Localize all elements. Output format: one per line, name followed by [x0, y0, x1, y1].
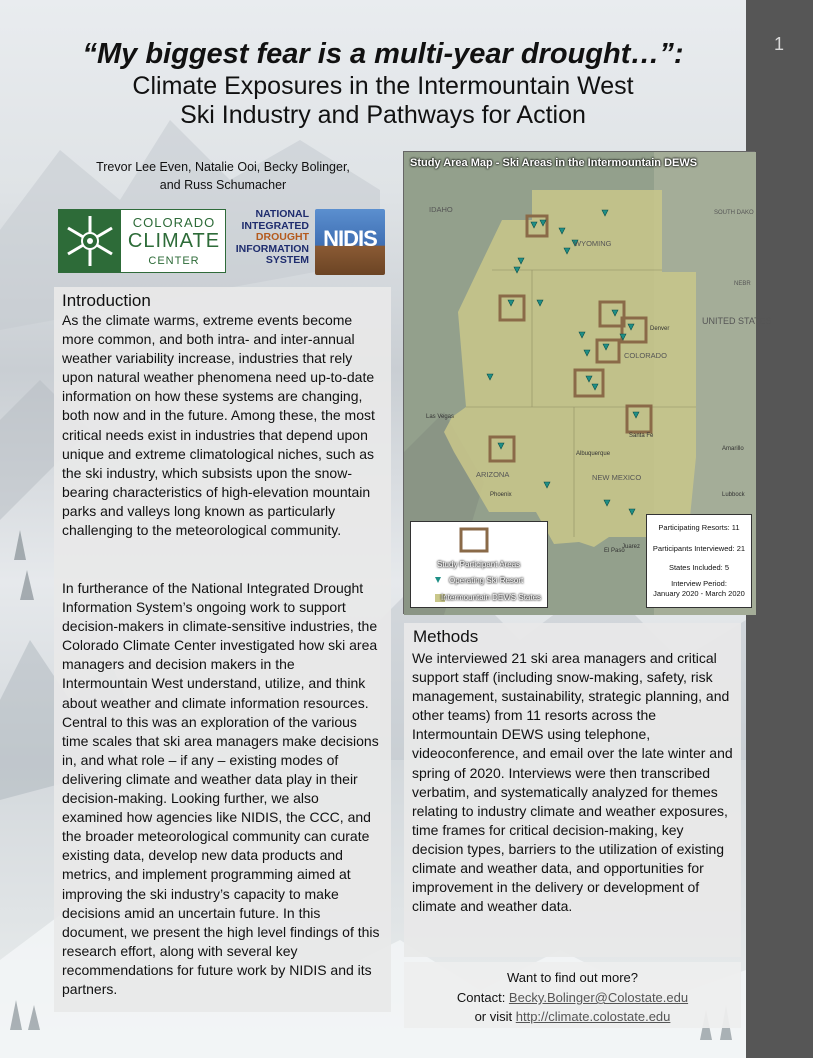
ndis-logo-line4: INFORMATION [235, 242, 309, 255]
website-link[interactable]: http://climate.colostate.edu [515, 1009, 671, 1024]
authors [88, 158, 358, 194]
map-title: Study Area Map - Ski Areas in the Intermountain DEWS [410, 157, 698, 169]
ndis-logo-line5: SYSTEM [265, 254, 309, 266]
map-label-united-states: UNITED STATES [702, 316, 772, 326]
contact-label: Contact: [456, 990, 509, 1005]
title-line3: Ski Industry and Pathways for Action [180, 101, 586, 129]
stats-interviewed: Participants Interviewed: 21 [652, 544, 746, 553]
map-label-juarez: Juarez [622, 544, 641, 550]
ndis-logo-line3: DROUGHT [255, 231, 309, 243]
introduction-heading: Introduction [62, 291, 151, 310]
map-stats-box [646, 514, 752, 608]
introduction-paragraph-2: In furtherance of the National Integrated Drought Information System’s ongoing work to support decision-makers in climate-sensitive industries, the Colorado Climate Center investigated how ski area managers and decision makers in the Intermountain West understand, utilize, and think about weather and climate information resources. Central to this was an exploration of the various time scales that ski area managers make decisions in, and what role – if any – existing modes of delivering climate and weather data play in their decision-making. Looking further, we also examined how agencies like NIDIS, the CCC, and the broader meteorological community can curate existing data, develop new data products and metrics, and implement programming aimed at improving the ski industry’s capacity to make decisions amid an uncertain future. In this document, we present the high level findings of this research effort, along with several key recommendations for future work by NIDIS and its partners. [62, 580, 380, 997]
visit-line [404, 1007, 741, 1027]
map-label-wyoming: WYOMING [574, 239, 612, 248]
authors-line1: Trevor Lee Even, Natalie Ooi, Becky Bolinger, [96, 160, 350, 174]
map-label-el-paso: El Paso [604, 548, 625, 554]
viewer-gutter [746, 0, 813, 1058]
legend-operating-label: Operating Ski Resort [449, 576, 524, 585]
map-label-lubbock: Lubbock [722, 492, 745, 498]
nidis-logo-text: NIDIS [323, 226, 377, 251]
map-label-phoenix: Phoenix [490, 492, 512, 498]
ndis-logo-line2: INTEGRATED [241, 219, 309, 232]
introduction-paragraph-1: As the climate warms, extreme events become more common, and both intra- and inter-annual weather variability increase, industries that rely upon natural weather phenomena need up-to-date information on how these systems are changing, both now and in the future. Among these, the most critical needs exist in industries that depend upon unique and extreme climatological niches, such as the ski industry, which subsists upon the snow-bearing characteristics of high-elevation mountain parks and valleys long known as particularly challenging to the meteorological community. [62, 312, 375, 539]
title-line2: Climate Exposures in the Intermountain West [132, 72, 634, 100]
map-label-arizona: ARIZONA [476, 470, 510, 479]
stats-period-value: January 2020 - March 2020 [653, 589, 745, 598]
map-label-new-mexico: NEW MEXICO [592, 473, 642, 482]
ccc-logo-line3: CENTER [148, 255, 200, 267]
contact-intro: Want to find out more? [506, 970, 639, 985]
stats-period-label: Interview Period: [671, 579, 727, 588]
ccc-logo-line2: CLIMATE [127, 230, 221, 252]
legend-study-area-swatch [461, 529, 487, 551]
map-label-nebraska: NEBR [734, 281, 751, 287]
legend-resort-icon [435, 577, 441, 583]
study-area-map [403, 151, 772, 614]
contact-line [404, 988, 741, 1008]
stats-resorts: Participating Resorts: 11 [658, 523, 740, 532]
title-subtitle [10, 72, 756, 130]
map-label-south-dakota: SOUTH DAKO [714, 210, 754, 216]
methods-paragraph: We interviewed 21 ski area managers and critical support staff (including snow-making, safety, risk management, sustainability, strategic planning, and other teams) from 11 resorts across the Intermountain DEWS using telephone, videoconference, and email over the late winter and spring of 2020. Interviews were then transcribed verbatim, and systematically analyzed for themes relating to industry climate and weather exposures, time frames for critical decision-making, key decision types, barriers to the utilization of existing climate and weather data, and opportunities for improvement in the delivery or development of climate and weather data. [412, 650, 733, 915]
contact-email-link[interactable]: Becky.Bolinger@Colostate.edu [508, 990, 689, 1005]
contact-panel [404, 962, 741, 1028]
page-number: 1 [774, 34, 785, 54]
visit-label: or visit [474, 1009, 516, 1024]
methods-panel [404, 623, 741, 957]
snowflake-icon [59, 210, 121, 272]
stats-states: States Included: 5 [668, 563, 730, 572]
map-label-colorado: COLORADO [624, 351, 667, 360]
authors-line2: and Russ Schumacher [159, 178, 287, 192]
ccc-logo-line1: COLORADO [132, 215, 216, 230]
map-label-las-vegas: Las Vegas [426, 414, 455, 420]
methods-heading: Methods [413, 627, 479, 646]
map-label-santa-fe: Santa Fe [629, 433, 654, 439]
legend-states-label: Intermountain DEWS States [441, 593, 542, 602]
nidis-logo [315, 209, 385, 275]
map-legend [410, 521, 548, 608]
map-label-albuquerque: Albuquerque [576, 451, 611, 457]
map-label-amarillo: Amarillo [722, 446, 744, 452]
ndis-logo [229, 209, 309, 275]
map-label-denver: Denver [650, 326, 670, 332]
colorado-climate-center-logo [58, 209, 226, 273]
introduction-panel [54, 287, 391, 1012]
ndis-logo-line1: NATIONAL [255, 208, 309, 220]
legend-study-areas-label: Study Participant Areas [437, 560, 521, 569]
title-quote: “My biggest fear is a multi-year drought…”: [82, 38, 684, 70]
map-label-idaho: IDAHO [429, 205, 453, 214]
